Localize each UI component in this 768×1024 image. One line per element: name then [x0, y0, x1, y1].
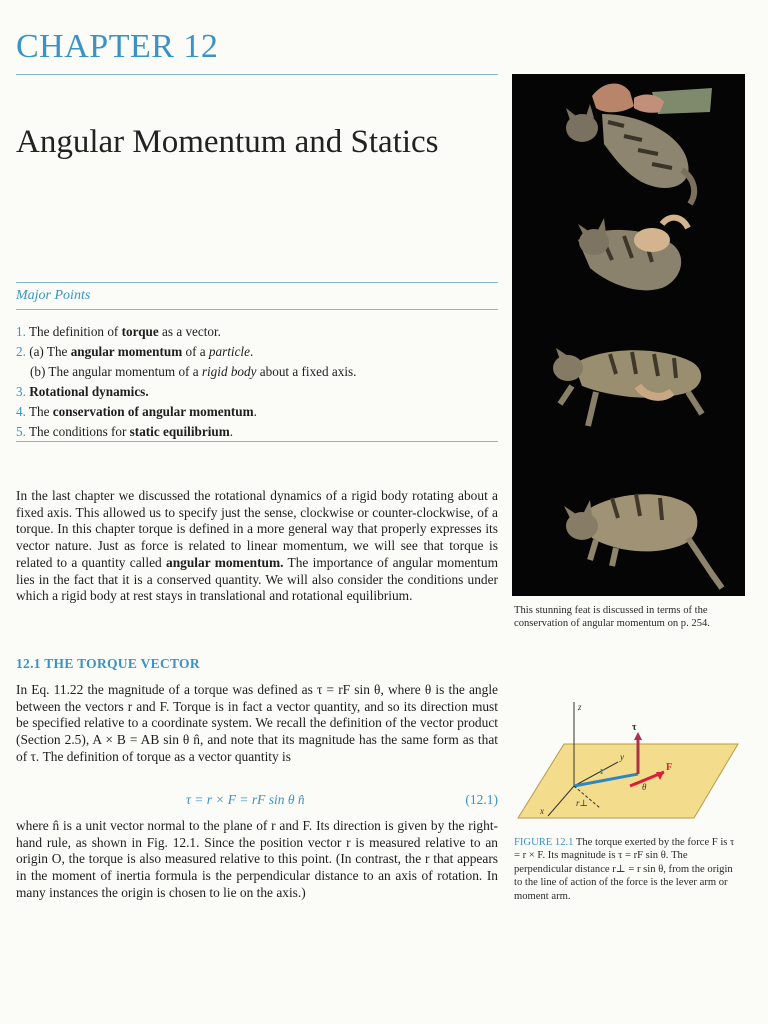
major-points-bottom-rule: [16, 441, 498, 442]
intro-paragraph: In the last chapter we discussed the rotational dynamics of a rigid body rotating about a fixed axis. This allowed us to specify just the sense, clockwise or counter-clockwise, of a torque. In this chapter torque is defined in a more general way that properly expresses its vector nature. Just as force is related to linear momentum, we will see that torque is related to a quantity called angular momentum. The importance of angular momentum lies in the fact that it is a conserved quantity. We will also consider the conditions under which a rigid body at rest stays in translational and rotational equilibrium.: [16, 488, 498, 604]
falling-cat-photo: [512, 74, 745, 596]
major-point-2b: (b) The angular momentum of a rigid body about a fixed axis.: [30, 364, 357, 379]
major-point-1: 1. The definition of torque as a vector.: [16, 324, 221, 339]
chapter-rule: [16, 74, 498, 75]
axis-label-z: z: [578, 702, 582, 712]
figure-label: FIGURE 12.1: [514, 837, 574, 848]
label-r-perp: r⊥: [576, 798, 588, 808]
equation-12-1: [186, 792, 498, 808]
major-point-2a: 2. (a) The angular momentum of a particle.: [16, 344, 254, 359]
figure-caption: [514, 836, 740, 903]
photo-caption: This stunning feat is discussed in terms of the conservation of angular momentum on p. 254.: [514, 605, 710, 630]
figure-plane: [518, 744, 738, 818]
chapter-label: CHAPTER 12: [16, 28, 219, 65]
figure-12-1-diagram: [514, 700, 744, 830]
equation-number: (12.1): [465, 792, 498, 807]
section-paragraph-1: In Eq. 11.22 the magnitude of a torque was defined as τ = rF sin θ, where θ is the angle between the vectors r and F. Torque is in fact a vector quantity, and so its direction must be specified relative to a coordinate system. We recall the definition of the vector product (Section 2.5), A × B = AB sin θ n̂, and note that its magnitude has the same form as that of τ. The definition of torque as a vector quantity is: [16, 682, 498, 764]
major-point-5: 5. The conditions for static equilibrium.: [16, 424, 233, 439]
major-point-4: 4. The conservation of angular momentum.: [16, 404, 257, 419]
label-theta: θ: [642, 782, 647, 792]
torque-arrowhead: [634, 732, 642, 740]
major-point-3: 3. Rotational dynamics.: [16, 384, 149, 399]
major-points-title: Major Points: [16, 288, 91, 303]
label-tau: τ: [632, 722, 637, 733]
falling-cat-illustration: [512, 74, 745, 596]
major-points-title-rule: [16, 309, 498, 310]
major-points-top-rule: [16, 282, 498, 283]
major-points-list: [16, 322, 496, 442]
label-f: F: [666, 762, 673, 773]
axis-label-y: y: [620, 752, 624, 762]
label-r: r: [600, 766, 605, 777]
section-paragraph-2: where n̂ is a unit vector normal to the plane of r and F. Its direction is given by the right-hand rule, as shown in Fig. 12.1. Since the position vector r is measured relative to an origin O, the torque is also measured relative to this point. (In contrast, the r that appears in the moment of inertia formula is the perpendicular distance to an axis of rotation. In many instances the origin is chosen to lie on the axis.): [16, 818, 498, 900]
equation-text: τ = r × F = rF sin θ n̂: [186, 792, 305, 807]
section-heading: 12.1 THE TORQUE VECTOR: [16, 656, 200, 671]
chapter-title: Angular Momentum and Statics: [16, 124, 439, 160]
axis-label-x: x: [540, 806, 544, 816]
figure-caption-text: The torque exerted by the force F is τ = r × F. Its magnitude is τ = rF sin θ. The perpendicular distance r⊥ = r sin θ, from the origin to the line of action of the force is the lever arm or moment arm.: [514, 837, 735, 902]
